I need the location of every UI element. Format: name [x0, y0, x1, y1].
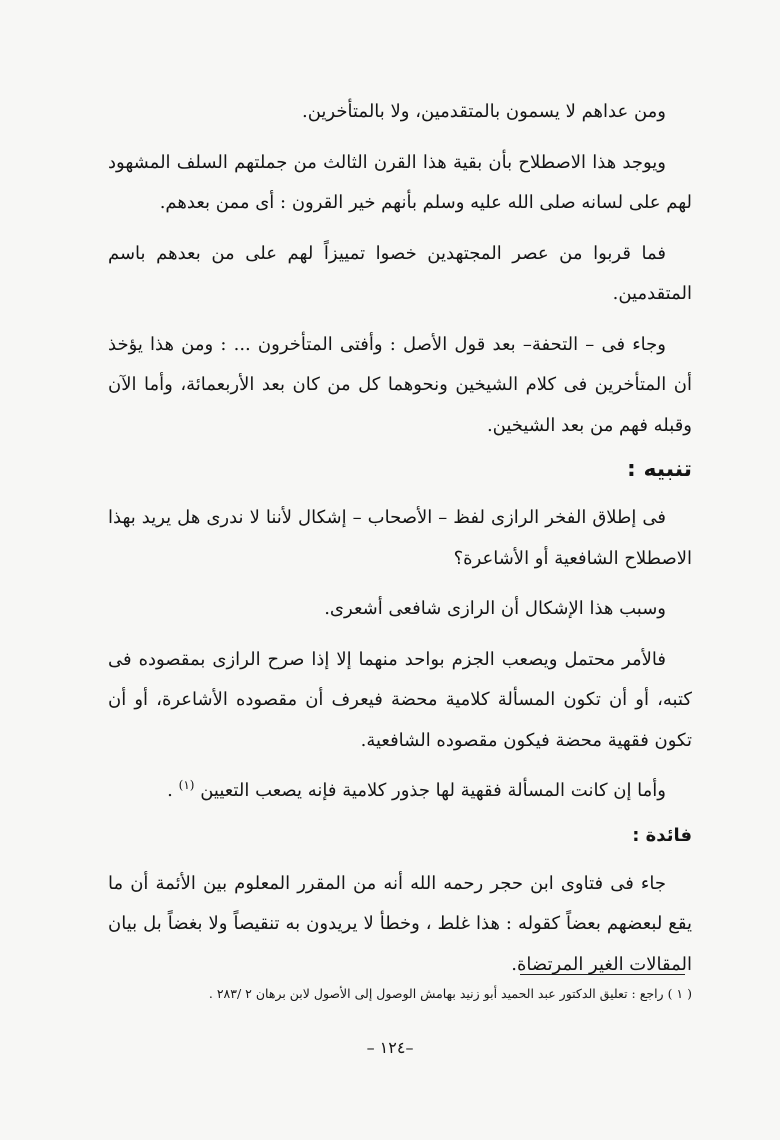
- paragraph: وسبب هذا الإشكال أن الرازى شافعى أشعرى.: [324, 598, 666, 619]
- page-number: –١٢٤ –: [366, 1038, 414, 1057]
- paragraph-text: وأما إن كانت المسألة فقهية لها جذور كلامية فإنه يصعب التعيين: [200, 780, 666, 801]
- paragraph-period: .: [167, 780, 173, 801]
- paragraph: فى إطلاق الفخر الرازى لفظ – الأصحاب – إشكال لأننا لا ندرى هل يريد بهذا الاصطلاح الشافعية أو الأشاعرة؟: [108, 507, 692, 569]
- paragraph: ويوجد هذا الاصطلاح بأن بقية هذا القرن الثالث من جملتهم السلف المشهود لهم على لسانه صلى الله عليه وسلم بأنهم خير القرون : أى ممن بعدهم.: [108, 151, 692, 213]
- paragraph: ومن عداهم لا يسمون بالمتقدمين، ولا بالمتأخرين.: [302, 101, 666, 122]
- section-heading: تنبيه :: [626, 457, 692, 482]
- paragraph: وجاء فى – التحفة– بعد قول الأصل : وأفتى المتأخرون ... : ومن هذا يؤخذ أن المتأخرين فى كلام الشيخين ونحوهما كل من كان بعد الأربعمائة، وأما الآن وقبله فهم من بعد الشيخين.: [108, 333, 692, 436]
- section-heading: فائدة :: [632, 824, 692, 846]
- paragraph: [108, 771, 692, 812]
- footnote-divider: [520, 974, 685, 975]
- main-text: [108, 92, 692, 985]
- footnote: ( ١ ) راجع : تعليق الدكتور عبد الحميد أبو زنيد بهامش الوصول إلى الأصول لابن برهان ٢ /٢٨٣ .: [208, 986, 692, 1001]
- paragraph: فالأمر محتمل ويصعب الجزم بواحد منهما إلا إذا صرح الرازى بمقصوده فى كتبه، أو أن تكون المسألة كلامية محضة فيعرف أن مقصوده الأشاعرة، أو أن تكون فقهية محضة فيكون مقصوده الشافعية.: [108, 648, 692, 751]
- paragraph: جاء فى فتاوى ابن حجر رحمه الله أنه من المقرر المعلوم بين الأئمة أن ما يقع لبعضهم بعضاً كقوله : هذا غلط ، وخطأ لا يريدون به تنقيصاً ولا بغضاً بل بيان المقالات الغير المرتضاة.: [108, 872, 692, 975]
- paragraph: فما قربوا من عصر المجتهدين خصوا تمييزاً لهم على من بعدهم باسم المتقدمين.: [108, 242, 692, 304]
- footnote-reference: (١): [178, 778, 195, 792]
